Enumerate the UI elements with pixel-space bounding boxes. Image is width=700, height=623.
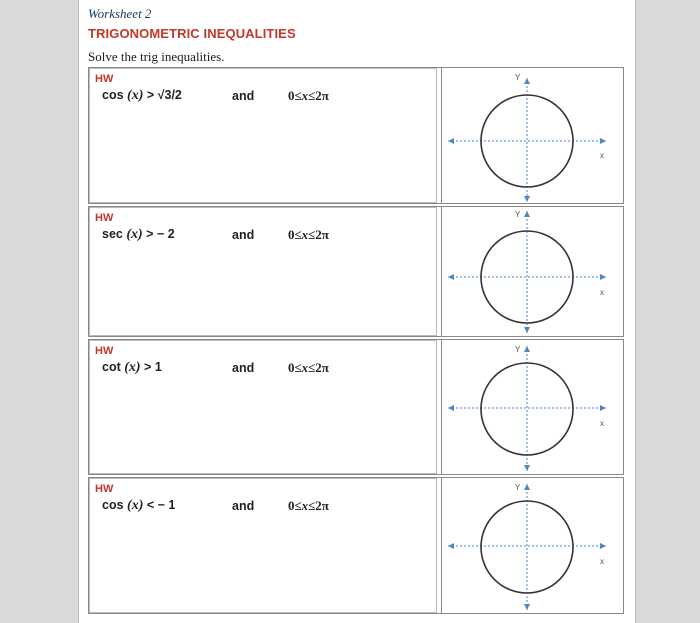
connector: and [232, 228, 255, 242]
domain-var: x [301, 360, 309, 375]
domain-lower: 0≤ [288, 227, 302, 242]
problem-row-1 [88, 67, 624, 204]
function-arg: (x) [126, 227, 143, 242]
domain-lower: 0≤ [288, 498, 302, 513]
unit-circle [481, 501, 573, 593]
x-axis-arrow-right [600, 138, 606, 144]
y-axis-arrow-up [524, 346, 530, 352]
y-axis-label: Y [515, 483, 521, 492]
unit-circle-diagram[interactable] [442, 207, 622, 336]
x-axis-label: x [600, 151, 604, 160]
domain-var: x [301, 227, 309, 242]
unit-circle-area[interactable] [441, 207, 623, 336]
rhs-value: √3/2 [157, 88, 182, 102]
domain-var: x [301, 88, 309, 103]
y-axis-label: Y [515, 210, 521, 219]
relation: > [146, 227, 154, 241]
instructions-text: Solve the trig inequalities. [88, 49, 225, 64]
hw-tag: HW [95, 483, 114, 495]
y-axis-arrow-down [524, 196, 530, 202]
hw-tag: HW [95, 73, 114, 85]
unit-circle-area[interactable] [441, 340, 623, 474]
inequality [102, 88, 182, 104]
problem-row-2 [88, 206, 624, 337]
domain-range [288, 498, 329, 514]
connector: and [232, 499, 255, 513]
y-axis-arrow-up [524, 78, 530, 84]
problem-work-area[interactable] [89, 207, 437, 336]
y-axis-label: Y [515, 73, 521, 82]
x-axis-arrow-right [600, 543, 606, 549]
domain-lower: 0≤ [288, 360, 302, 375]
unit-circle-diagram[interactable] [442, 68, 622, 202]
instructions [88, 49, 224, 65]
domain-range [288, 88, 329, 104]
x-axis-label: x [600, 419, 604, 428]
worksheet-title: TRIGONOMETRIC INEQUALITIES [88, 26, 296, 41]
function-name: cot [102, 360, 121, 374]
rhs-value: 1 [154, 360, 162, 374]
x-axis-arrow-right [600, 405, 606, 411]
unit-circle [481, 95, 573, 187]
x-axis-arrow-left [448, 274, 454, 280]
function-arg: (x) [124, 360, 141, 375]
function-name: cos [102, 498, 124, 512]
domain-range [288, 227, 329, 243]
x-axis-arrow-right [600, 274, 606, 280]
y-axis-arrow-up [524, 484, 530, 490]
x-axis-label: x [600, 557, 604, 566]
x-axis-arrow-left [448, 138, 454, 144]
connector: and [232, 361, 255, 375]
rhs-value: − 1 [157, 498, 176, 512]
y-axis-arrow-down [524, 465, 530, 471]
y-axis-arrow-down [524, 327, 530, 333]
problem-work-area[interactable] [89, 478, 437, 613]
relation: > [146, 88, 155, 102]
domain-upper: ≤2π [308, 88, 329, 103]
function-name: cos [102, 88, 124, 102]
inequality [102, 498, 175, 514]
worksheet-label: Worksheet 2 [88, 6, 152, 21]
unit-circle-diagram[interactable] [442, 478, 622, 612]
x-axis-arrow-left [448, 405, 454, 411]
unit-circle [481, 363, 573, 455]
problem-work-area[interactable] [89, 340, 437, 474]
domain-upper: ≤2π [308, 360, 329, 375]
function-arg: (x) [127, 88, 144, 103]
y-axis-arrow-down [524, 604, 530, 610]
y-axis-arrow-up [524, 211, 530, 217]
function-arg: (x) [127, 498, 144, 513]
domain-upper: ≤2π [308, 498, 329, 513]
problem-work-area[interactable] [89, 68, 437, 203]
domain-var: x [301, 498, 309, 513]
inequality [102, 227, 175, 243]
unit-circle-area[interactable] [441, 68, 623, 203]
function-name: sec [102, 227, 123, 241]
hw-tag: HW [95, 212, 114, 224]
inequality [102, 360, 162, 376]
connector: and [232, 89, 255, 103]
domain-upper: ≤2π [308, 227, 329, 242]
problem-row-4 [88, 477, 624, 614]
x-axis-arrow-left [448, 543, 454, 549]
rhs-value: − 2 [156, 227, 175, 241]
relation: < [146, 498, 155, 512]
x-axis-label: x [600, 288, 604, 297]
problem-row-3 [88, 339, 624, 475]
y-axis-label: Y [515, 345, 521, 354]
domain-range [288, 360, 329, 376]
domain-lower: 0≤ [288, 88, 302, 103]
unit-circle-area[interactable] [441, 478, 623, 613]
relation: > [144, 360, 152, 374]
unit-circle-diagram[interactable] [442, 340, 622, 474]
hw-tag: HW [95, 345, 114, 357]
